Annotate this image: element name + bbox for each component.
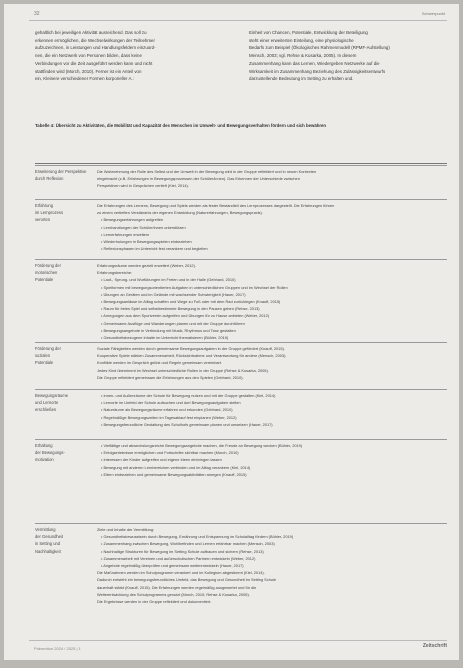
row-heading-line: Potentiale	[35, 360, 54, 366]
footer-logo-text: Zeitschrift	[422, 643, 447, 649]
table-row-content	[97, 202, 447, 252]
row-text-line: Erfahrungsbereiche:	[97, 270, 133, 276]
footer-reference: Prävention 2024 / 2025 | 1	[34, 646, 81, 651]
row-text-line: Die Wahrnehmung der Rolle des Selbst und der Umwelt in der Bewegung wird in der Gruppe reflektiert und in neuen Kontexten	[97, 169, 317, 174]
table-top-rule	[35, 163, 447, 164]
row-text-line: Weiterentwicklung des Schulprogramms genutzt (Morch, 2010; Rehse & Kusarka, 2005).	[97, 591, 250, 597]
bullet-item: • Lernhandlungen der Schüler/innen unterstützen	[101, 224, 186, 230]
body-column-right	[249, 29, 449, 83]
table-row-divider	[35, 439, 447, 440]
row-text-line: Ziele und Inhalte der Vermittlung:	[97, 527, 155, 532]
body-text-line: aufzuzeichnen, in Leistungen und Handlungsfeldern einzuord-	[35, 45, 156, 51]
footer-rule	[29, 640, 447, 641]
bullet-item: • Gemeinsame Ausflüge und Wanderungen planen und mit der Gruppe durchführen	[101, 320, 245, 326]
table-row-heading	[35, 262, 93, 284]
body-text-line: darzustellende Bedeutung im Setting zu erhalten und.	[249, 76, 354, 82]
bullet-item: • Übungen an Geräten und im Gelände mit wachsender Schwierigkeit (Hauer, 2017)	[101, 291, 246, 297]
row-heading-line: Vermittlung	[35, 527, 56, 532]
bullet-item: • Bewegung mit anderen Lernbereichen verbinden und im Alltag verankern (Kiel, 2014)	[101, 464, 251, 470]
row-heading-line: verorten	[35, 217, 51, 223]
row-heading-line: Erhaltung	[35, 443, 53, 448]
bullet-item: • Innen- und Außenräume der Schule für Bewegung nutzen und mit der Gruppe gestalten (Kiel, 2014)	[101, 393, 276, 398]
bullet-item: • Spielformen mit bewegungsorientierten Aufgaben in unterschiedlichen Gruppen und im Wechsel der Rollen	[101, 284, 288, 290]
bullet-item: • Interessen der Kinder aufgreifen und eigene Ideen einbringen lassen	[101, 457, 222, 463]
bullet-item: • Naturräume als Bewegungsräume erfahren und erkunden (Gebhard, 2010)	[101, 407, 233, 413]
row-heading-line: der Gesundheit	[35, 534, 63, 540]
row-heading-line: Förderung der	[35, 346, 61, 351]
page-number: 32	[34, 11, 40, 17]
table-row-heading	[35, 168, 93, 182]
running-head: Schwerpunkt	[421, 11, 445, 16]
body-text-line: ein, Kleinere verschiedener Formen korporieller A.:	[35, 76, 134, 82]
row-text-line: Jedes Kind übernimmt im Wechsel unterschiedliche Rollen in der Gruppe (Rehse & Kusarka, 2005).	[97, 367, 269, 373]
bullet-item: • Bewegungserfahrungen aufgreifen	[101, 217, 164, 223]
row-heading-line: Nachhaltigkeit	[35, 548, 61, 554]
bullet-item: • Nachhaltige Strukturen für Bewegung im Setting Schule aufbauen und sichern (Rehse, 2013)	[101, 548, 264, 554]
bullet-item: • Zusammenhang zwischen Bewegung, Wohlbefinden und Lernen erfahrbar machen (Mensch, 2003)	[101, 541, 275, 547]
table-row-divider	[35, 199, 447, 200]
table-row-content	[97, 526, 447, 605]
bullet-item: • Anregungen aus dem Sportverein aufgreifen und Übungen für zu Hause anbieten (Weber, 2012)	[101, 313, 270, 319]
row-text-line: Die Ergebnisse werden in der Gruppe reflektiert und dokumentiert.	[97, 599, 212, 605]
table-row-content	[97, 345, 447, 381]
body-text-line: Wirksamkeit im Zusammenhang Beziehung des Zulässigkeitsentwurfs	[249, 68, 386, 74]
row-heading-line: motivation	[35, 457, 54, 463]
row-heading-line: Bewegungsräume	[35, 393, 68, 398]
bullet-item: • Angebote regelmäßig überprüfen und gemeinsam weiterentwickeln (Hauer, 2017)	[101, 563, 244, 569]
bullet-item: • Regelmäßige Bewegungszeiten im Tagesablauf fest einplanen (Weber, 2012)	[101, 414, 237, 420]
body-text-line: erkennen ermöglichen, die Wechselwirkungen der Teilnehmer	[35, 37, 155, 43]
bullet-item: • Bewegungsanlässe im Alltag schaffen und Wege zu Fuß oder mit dem Rad zurücklegen (Knauff, 2015)	[101, 299, 281, 305]
body-column-left	[35, 29, 223, 83]
table-row-divider	[35, 523, 447, 524]
table-row-divider	[35, 342, 447, 343]
body-text-line: gehaltlich bei jeweiligen Aktivität ausreichend. Das soll zu	[35, 30, 147, 35]
table-row-heading	[35, 345, 93, 367]
bullet-item: • Zusammenarbeit mit Vereinen und außerschulischen Partnern entwickeln (Weber, 2012)	[101, 555, 256, 561]
row-heading-line: Erfahrung	[35, 203, 53, 208]
body-text-line: Verbindungen vor die Zeit ausgeführt werden kann und nicht	[35, 60, 153, 66]
row-heading-line: erschließen	[35, 407, 57, 413]
table-row-heading	[35, 526, 93, 555]
bullet-item: • Eltern einbeziehen und gemeinsame Bewegungsaktivitäten anregen (Knauff, 2015)	[101, 471, 247, 477]
table-row-heading	[35, 442, 93, 464]
bullet-item: • Gesundheitsbezogene Inhalte im Unterricht thematisieren (Bühler, 2019)	[101, 335, 229, 341]
row-heading-line: in Setting und	[35, 541, 61, 547]
body-text-line: steht einer erweiterten Einteilung, eine physiologische	[249, 37, 354, 43]
table-row-heading	[35, 392, 93, 414]
row-text-line: Dadurch entsteht ein bewegungsfreundliches Umfeld, das Bewegung und Gesundheit im Setting Schule	[97, 577, 277, 583]
table-row-content	[97, 442, 447, 478]
row-heading-line: Förderung der	[35, 263, 61, 268]
table-caption: Tabelle 4: Übersicht zu Aktivitäten, die Mobilität und Kapazität des Menschen im Umwelt- und Bewegungsverhalten fördern und sich bewähren	[35, 123, 327, 128]
row-heading-line: der Bewegungs-	[35, 450, 65, 456]
row-text-line: eingebracht (z.B. Erfahrungen in Bewegungsprozessen der Schüler/innen). Das Erkennen der Unterschiede zwischen	[97, 176, 300, 182]
row-text-line: Kooperative Spiele stärken Zusammenarbeit, Rücksichtnahme und Verantwortung für andere (Mensch, 2003).	[97, 353, 287, 359]
table-row-divider	[35, 259, 447, 260]
row-heading-line: durch Reflexion	[35, 176, 64, 182]
bullet-item: • Vielfältige und abwechslungsreiche Bewegungsangebote machen, die Freude an Bewegung wecken (Bühler, 2019)	[101, 443, 303, 448]
bullet-item: • Reflexionsphasen im Unterricht fest verankern und begleiten	[101, 246, 208, 252]
row-text-line: Die Erfahrungen des Lernens, Bewegung und Spiels werden als fester Bestandteil des Lernprozesses dargestellt. Die Erfahrungen führen	[97, 203, 335, 208]
bullet-item: • Bewegungsfreundliche Gestaltung des Schulhofs gemeinsam planen und umsetzen (Hauer, 2017)	[101, 421, 273, 427]
row-text-line: dauerhaft stärkt (Knauff, 2015). Die Erfahrungen werden regelmäßig ausgewertet und für die	[97, 584, 257, 590]
bullet-item: • Lauf-, Sprung- und Wurfübungen im Freien und in der Halle (Gebhard, 2010)	[101, 277, 236, 283]
row-heading-line: Potentiale	[35, 277, 54, 283]
table-row-divider	[35, 165, 447, 166]
body-text-line: nen, die ein Netzwerk von Personen bilden, dass keine	[35, 53, 142, 59]
bullet-item: • Bewegungsangebote in Verbindung mit Musik, Rhythmus und Tanz gestalten	[101, 327, 236, 333]
bullet-item: • Wiederholungen in Bewegungsspielen einbeziehen	[101, 239, 192, 245]
table-row-divider	[35, 389, 447, 390]
table-row-content	[97, 168, 447, 190]
row-heading-line: motorischen	[35, 270, 58, 276]
body-text-line: Einheit von Chancen, Potentiale, Entwicklung der Beteiligung	[249, 30, 368, 35]
row-text-line: zu einem vertieften Verständnis der eigenen Entwicklung (Naturerfahrungen, Bewegungspraxis).	[97, 210, 263, 216]
body-text-line: Mensch, 2003; vgl. Rehse & Kusarka, 2005). In diesem	[249, 53, 357, 59]
table-row-content	[97, 262, 447, 341]
header-rule	[29, 20, 447, 21]
bullet-item: • Erfolgserlebnisse ermöglichen und Fortschritte sichtbar machen (Morch, 2010)	[101, 450, 239, 456]
row-text-line: Perspektiven wird in Gesprächen vertieft (Kiel, 2014).	[97, 183, 189, 189]
body-text-line: stattfinden wird (Morch, 2010). Ferner ist ein Anteil von	[35, 68, 142, 74]
body-text-line: Bedarfs zum Beispiel (Ökologisches Rahmenmodell (RPMF-Aufstellung)	[249, 45, 390, 51]
table-row-heading	[35, 202, 93, 224]
table-row-content	[97, 392, 447, 428]
bullet-item: • Lernorte im Umfeld der Schule aufsuchen und dort Bewegungsaufgaben stellen	[101, 400, 241, 406]
bullet-item: • Gesundheitsbewusstsein durch Bewegung, Ernährung und Entspannung im Schulalltag fördern (Bühler, 2019)	[101, 534, 294, 540]
body-text-line: Zusammenhang kann das Lernen, Wiedergeben Netzwerke auf die	[249, 60, 380, 66]
row-heading-line: und Lernorte	[35, 400, 59, 406]
row-heading-line: Erweiterung der Perspektive	[35, 169, 87, 174]
row-text-line: Die Maßnahmen werden im Schulprogramm verankert und im Kollegium abgestimmt (Kiel, 2014).	[97, 570, 265, 576]
row-text-line: Die Gruppe reflektiert gemeinsam die Erfahrungen aus den Spielen (Gebhard, 2010).	[97, 374, 244, 380]
row-text-line: Soziale Fähigkeiten werden durch gemeinsame Bewegungsaufgaben in der Gruppe gefördert (Knauff, 2015).	[97, 346, 285, 351]
bullet-item: • Raum für freies Spiel und selbstbestimmte Bewegung in den Pausen geben (Rehse, 2013)	[101, 306, 260, 312]
document-page	[4, 4, 459, 660]
row-text-line: Erfahrungsräume werden gezielt erweitert (Weber, 2012).	[97, 263, 196, 268]
row-heading-line: sozialen	[35, 353, 51, 359]
row-text-line: Konflikte werden im Gespräch gelöst und Regeln gemeinsam vereinbart.	[97, 360, 222, 366]
row-heading-line: im Lernprozess	[35, 210, 63, 216]
bullet-item: • Lernerfahrungen erweitern	[101, 231, 150, 237]
